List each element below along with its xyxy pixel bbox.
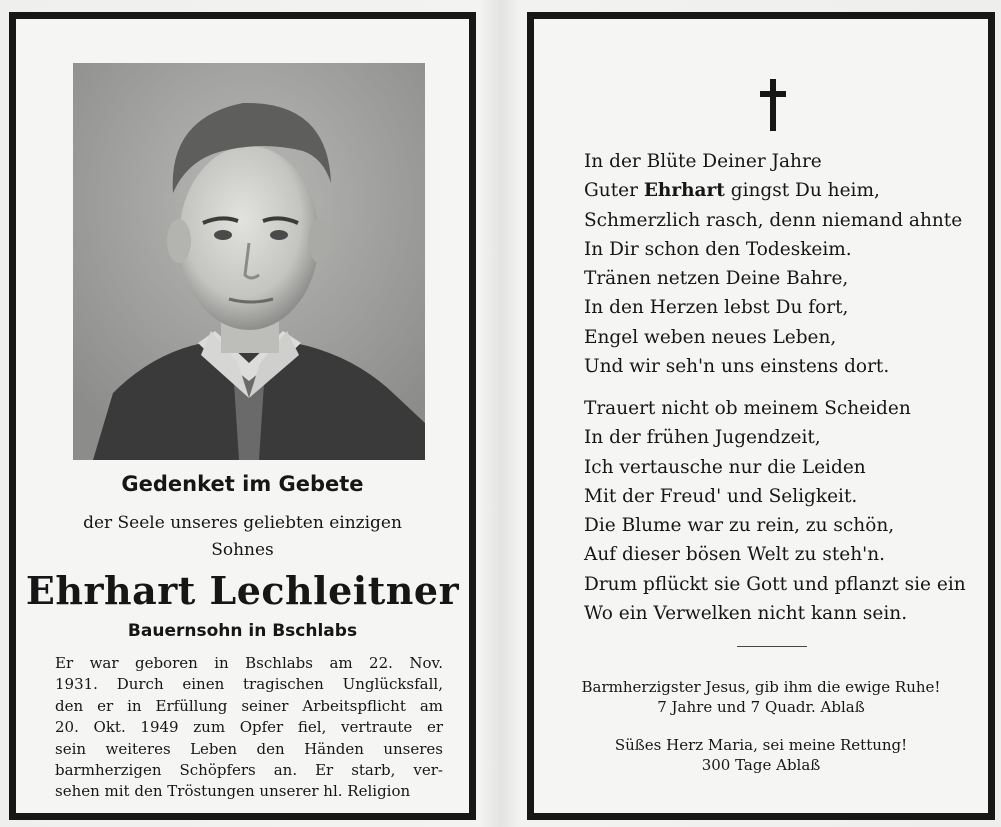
left-card (9, 12, 476, 820)
poem-line: Wo ein Verwelken nicht kann sein. (584, 603, 908, 625)
divider (737, 646, 807, 647)
poem-name: Ehrhart (643, 180, 725, 202)
poem-line: In Dir schon den Todeskeim. (584, 238, 852, 260)
poem-line: Trauert nicht ob meinem Scheiden (584, 398, 911, 419)
poem-line: Schmerzlich rasch, denn niemand ahnte (584, 209, 963, 231)
prayer-block-1 (534, 677, 988, 717)
poem-line: Tränen netzen Deine Bahre, (584, 268, 849, 290)
poem-line (584, 176, 962, 205)
poem-stanza-2 (584, 394, 966, 628)
occupation: Bauernsohn in Bschlabs (127, 621, 358, 641)
right-card (527, 12, 995, 820)
biography (55, 653, 443, 803)
portrait-photo (73, 63, 425, 460)
bio-line: 20. Okt. 1949 zum Opfer fiel, vertraute er (55, 718, 443, 737)
poem-line: Auf dieser bösen Welt zu steh'n. (584, 544, 885, 566)
prayer-block-2 (534, 735, 988, 775)
poem-line: Mit der Freud' und Seligkeit. (584, 485, 858, 507)
heading: Gedenket im Gebete (121, 472, 364, 496)
poem-line: In der frühen Jugendzeit, (584, 427, 821, 449)
indulgence-text: 7 Jahre und 7 Quadr. Ablaß (657, 698, 865, 716)
poem-line: Die Blume war zu rein, zu schön, (584, 515, 895, 537)
deceased-name: Ehrhart Lechleitner (25, 568, 460, 613)
prayer-text: Barmherzigster Jesus, gib ihm die ewige Ruhe! (581, 678, 941, 696)
poem-line-start: Guter (584, 180, 644, 202)
bio-line: den er in Erfüllung seiner Arbeitspflicht am (55, 696, 443, 715)
poem-line: Ich vertausche nur die Leiden (584, 456, 866, 478)
poem-stanza-1 (584, 147, 962, 381)
portrait-image (73, 63, 425, 460)
bio-line: sein weiteres Leben den Händen unseres (55, 739, 443, 758)
bio-line: 1931. Durch einen tragischen Unglücksfall, (55, 675, 443, 694)
bio-line: barmherzigen Schöpfers an. Er starb, ver- (55, 761, 443, 780)
bio-line: sehen mit den Tröstungen unserer hl. Religion (55, 782, 411, 801)
poem-line: Und wir seh'n uns einstens dort. (584, 356, 890, 378)
poem-line: In den Herzen lebst Du fort, (584, 297, 849, 319)
poem-line-end: gingst Du heim, (724, 180, 880, 202)
prayer-text: Süßes Herz Maria, sei meine Rettung! (614, 736, 908, 754)
bio-line: Er war geboren in Bschlabs am 22. Nov. (55, 654, 443, 672)
poem-line: Engel weben neues Leben, (584, 326, 837, 348)
cross-icon (760, 79, 786, 131)
subline-1: der Seele unseres geliebten einzigen (83, 513, 402, 533)
poem-line: In der Blüte Deiner Jahre (584, 151, 822, 172)
subline-2: Sohnes (211, 540, 274, 560)
indulgence-text: 300 Tage Ablaß (701, 756, 821, 774)
poem-line: Drum pflückt sie Gott und pflanzt sie ein (584, 573, 966, 595)
